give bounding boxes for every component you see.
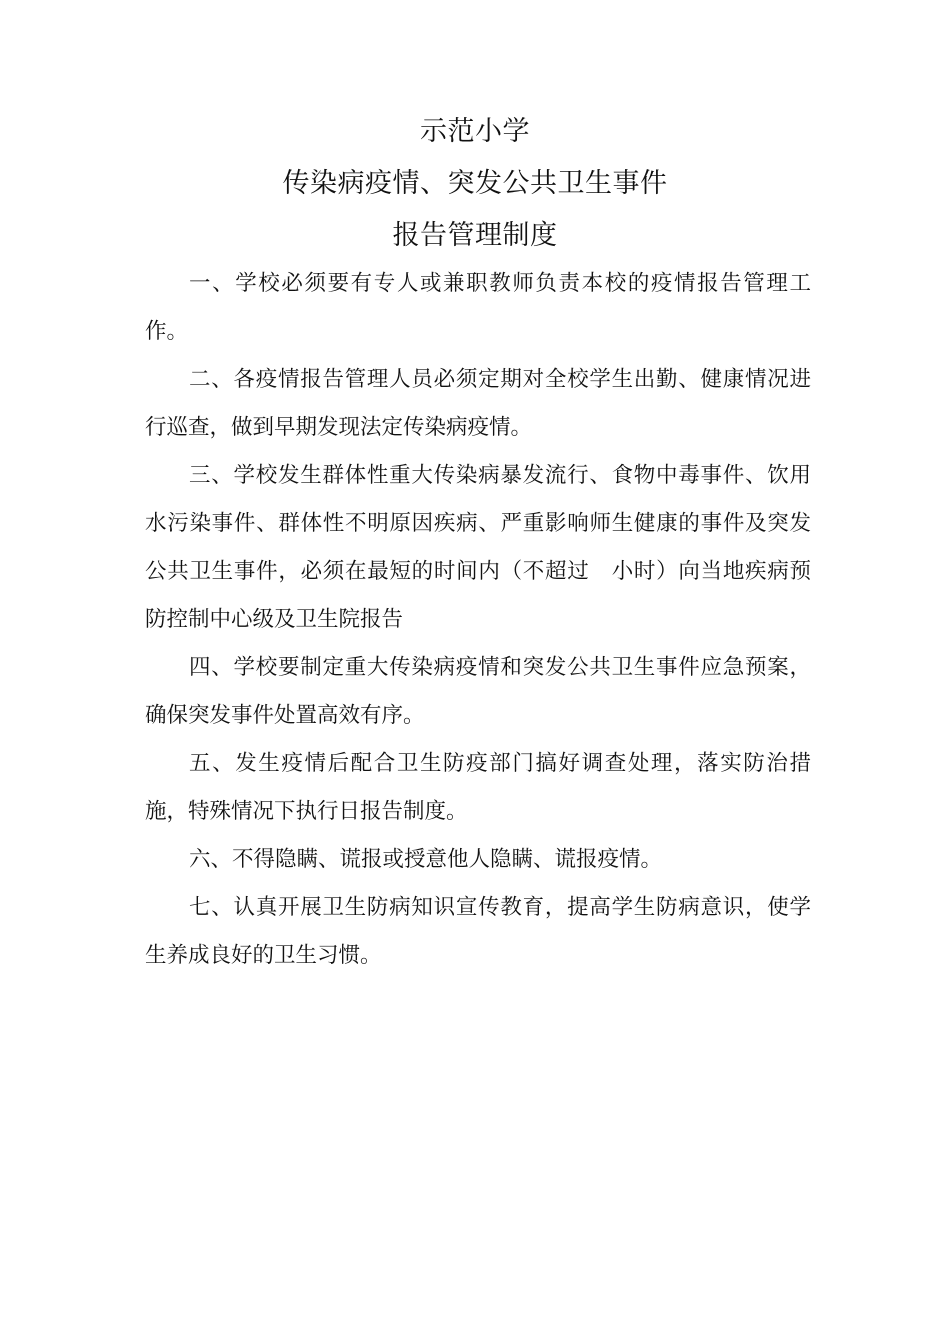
paragraph-7: 七、认真开展卫生防病知识宣传教育，提高学生防病意识，使学生养成良好的卫生习惯。 (145, 895, 811, 968)
paragraph-4: 四、学校要制定重大传染病疫情和突发公共卫生事件应急预案，确保突发事件处置高效有序。 (145, 655, 811, 728)
paragraph-5: 五、发生疫情后配合卫生防疫部门搞好调查处理，落实防治措施，特殊情况下执行日报告制度。 (145, 751, 811, 824)
title-school-name: 示范小学 (420, 116, 530, 147)
paragraph-2: 二、各疫情报告管理人员必须定期对全校学生出勤、健康情况进行巡查，做到早期发现法定传染病疫情。 (145, 367, 811, 440)
paragraph-6: 六、不得隐瞒、谎报或授意他人隐瞒、谎报疫情。 (189, 847, 663, 872)
title-regulation: 报告管理制度 (392, 220, 558, 251)
document-body (145, 260, 811, 980)
paragraph-1: 一、学校必须要有专人或兼职教师负责本校的疫情报告管理工作。 (145, 271, 811, 344)
title-subject: 传染病疫情、突发公共卫生事件 (282, 168, 668, 199)
document-title (0, 108, 950, 260)
paragraph-3: 三、学校发生群体性重大传染病暴发流行、食物中毒事件、饮用水污染事件、群体性不明原因疾病、严重影响师生健康的事件及突发公共卫生事件，必须在最短的时间内（不超过 小时）向当地疾病预防控制中心级及卫生院报告 (145, 463, 811, 632)
